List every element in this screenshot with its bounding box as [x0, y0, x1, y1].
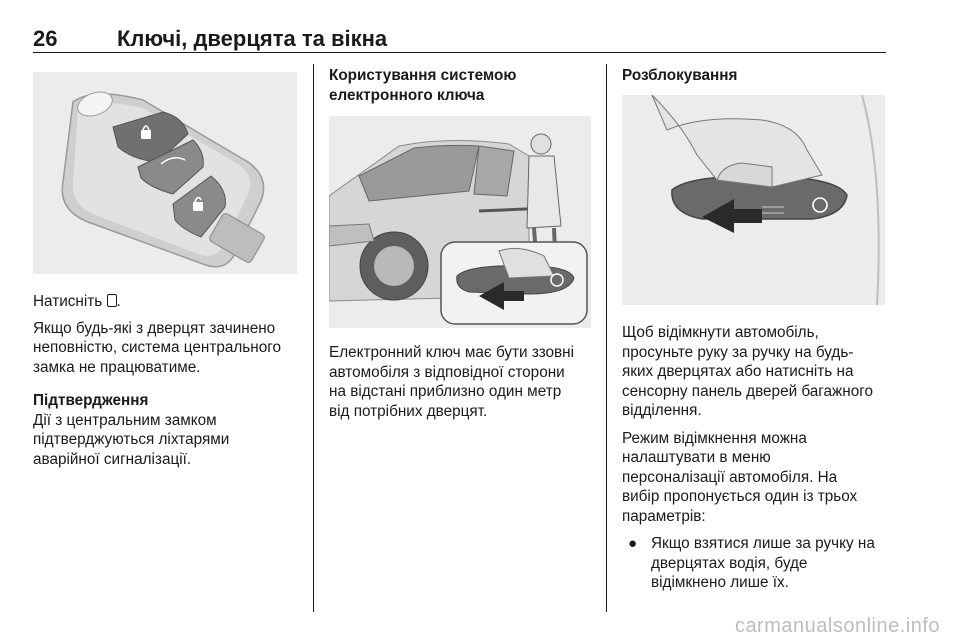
- unlock-icon: [107, 294, 117, 307]
- page-header: [33, 26, 886, 53]
- text-line: просуньте руку за ручку на будь-: [622, 343, 854, 361]
- unlock-heading-block: [622, 66, 886, 86]
- unlock-instruction: [622, 323, 888, 421]
- key-fob-drawing: [33, 72, 297, 274]
- text-line: Дії з центральним замком: [33, 411, 217, 429]
- press-instruction: [33, 292, 303, 312]
- text-line: персоналізації автомобіля. На: [622, 468, 838, 486]
- text-line: підтверджуються ліхтарями: [33, 431, 230, 448]
- key-fob-illustration: [33, 72, 297, 274]
- key-distance-note: [329, 343, 599, 421]
- section-title: [329, 66, 599, 105]
- title-line: електронного ключа: [329, 86, 485, 104]
- text-line: яких дверцятах або натисніть на: [622, 363, 854, 380]
- confirmation-heading: Підтвердження: [33, 392, 149, 409]
- unlock-mode-note: [622, 429, 888, 527]
- text-line: аварійної сигналізації.: [33, 450, 192, 468]
- text-line: відімкнено лише їх.: [651, 574, 789, 591]
- press-end: .: [116, 293, 121, 310]
- text-line: налаштувати в меню: [622, 449, 771, 466]
- page-number: 26: [33, 26, 58, 51]
- text-line: Електронний ключ має бути ззовні: [329, 344, 575, 361]
- text-line: дверцятах водія, буде: [651, 554, 808, 572]
- column-2-text: [329, 343, 599, 421]
- section-heading-block: [329, 66, 599, 105]
- bullet-item: [622, 534, 888, 593]
- site-watermark: carmanualsonline.info: [734, 615, 940, 637]
- text-line: Щоб відімкнути автомобіль,: [622, 324, 819, 341]
- text-line: Режим відімкнення можна: [622, 429, 807, 447]
- confirmation-text: [33, 411, 303, 470]
- text-line: Якщо будь-які з дверцят зачинено: [33, 319, 276, 337]
- text-line: вибір пропонується один із трьох: [622, 488, 858, 505]
- text-line: від потрібних дверцят.: [329, 402, 488, 420]
- text-line: Якщо взятися лише за ручку на: [651, 535, 875, 552]
- column-divider-right: [606, 64, 607, 612]
- door-handle-illustration: [622, 95, 885, 305]
- text-line: автомобіля з відповідної сторони: [329, 363, 565, 381]
- incomplete-door-note: [33, 319, 303, 378]
- text-line: неповністю, система центрального: [33, 339, 281, 356]
- title-line: Користування системою: [329, 67, 517, 84]
- press-text: Натисніть: [33, 293, 107, 310]
- text-line: відділення.: [622, 402, 702, 419]
- car-and-person-drawing: [329, 116, 591, 328]
- column-divider-left: [313, 64, 314, 612]
- hand-on-handle-drawing: [622, 95, 885, 305]
- electronic-key-illustration: [329, 116, 591, 328]
- column-3-text: [622, 323, 888, 593]
- chapter-title: Ключі, дверцята та вікна: [117, 26, 388, 51]
- text-line: параметрів:: [622, 507, 706, 525]
- text-line: замка не працюватиме.: [33, 358, 201, 376]
- text-line: на відстані приблизно один метр: [329, 383, 562, 400]
- text-line: сенсорну панель дверей багажного: [622, 382, 873, 400]
- bullet-dot-icon: ●: [628, 535, 638, 552]
- column-1-text: [33, 292, 303, 469]
- unlock-heading: Розблокування: [622, 67, 738, 84]
